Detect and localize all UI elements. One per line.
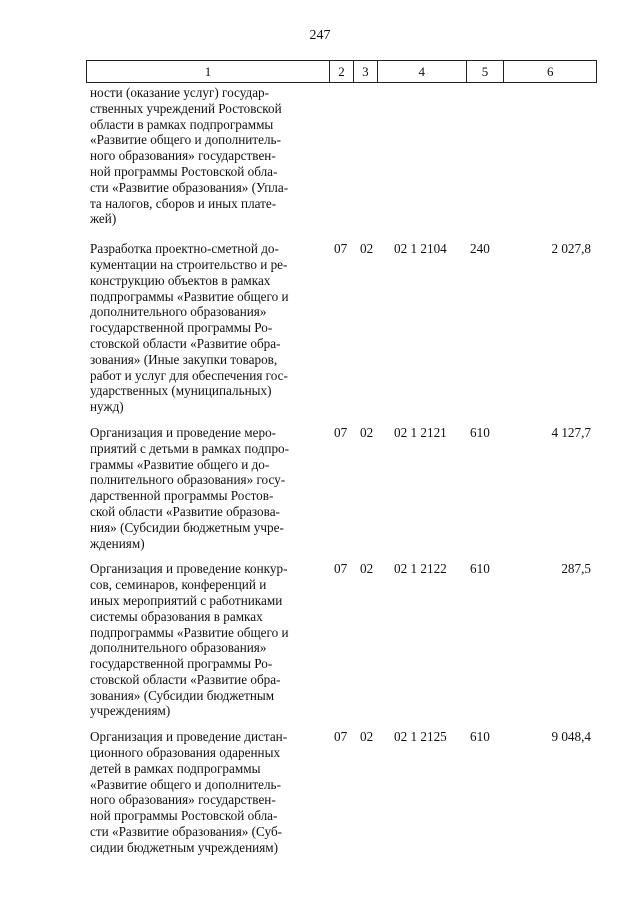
header-col-2: 2 — [330, 61, 354, 82]
row-amount: 9 048,4 — [551, 729, 591, 745]
row-section: 07 — [334, 561, 348, 577]
header-col-4: 4 — [378, 61, 467, 82]
row-expense-type: 240 — [470, 241, 490, 257]
header-col-6: 6 — [546, 63, 554, 79]
table-row — [90, 425, 595, 551]
row-subsection: 02 — [360, 241, 374, 257]
row-amount: 287,5 — [561, 561, 591, 577]
row-section: 07 — [334, 241, 348, 257]
table-body — [90, 85, 595, 856]
table-row — [90, 85, 595, 227]
table-row — [90, 241, 595, 415]
row-description: Разработка проектно-сметной до- кументации на строительство и ре- конструкцию объектов в рамках подпрограммы «Развитие общего и дополнительного образования» государственной программы Ро- стовской области «Развитие обра- зования» (Иные закупки товаров, работ и услуг для обеспечения гос- ударственных (муниципальных) нужд) — [90, 241, 289, 415]
row-description: Организация и проведение дистан- ционного образования одаренных детей в рамках подпрограммы «Развитие общего и дополнитель- ного образования» государствен- ной программы Ростовской обла- сти «Развитие образования» (Суб- сидии бюджетным учреждениям) — [90, 729, 288, 855]
header-col-5: 5 — [467, 61, 505, 82]
row-section: 07 — [334, 729, 348, 745]
row-amount: 2 027,8 — [551, 241, 591, 257]
row-target-article: 02 1 2125 — [394, 729, 447, 745]
row-subsection: 02 — [360, 424, 374, 440]
row-description: Организация и проведение меро- приятий с детьми в рамках подпро- граммы «Развитие общего и до- полнительного образования» госу- дарственной программы Ростов- ской области «Развитие образова- ния» (Субсидии бюджетным учре- ждениям) — [90, 424, 290, 551]
table-header — [86, 60, 597, 83]
row-target-article: 02 1 2121 — [394, 424, 447, 440]
row-subsection: 02 — [360, 561, 374, 577]
row-amount: 4 127,7 — [551, 424, 591, 440]
header-col-1: 1 — [87, 61, 330, 82]
row-section: 07 — [334, 424, 348, 440]
header-col-3: 3 — [354, 61, 378, 82]
row-expense-type: 610 — [470, 561, 490, 577]
page-number: 247 — [309, 28, 331, 43]
row-subsection: 02 — [360, 729, 374, 745]
row-expense-type: 610 — [470, 729, 490, 745]
row-description: Организация и проведение конкур- сов, семинаров, конференций и иных мероприятий с работниками системы образования в рамках подпрограммы «Развитие общего и дополнительного образования» государственной программы Ро- стовской области «Развитие обра- зования» (Субсидии бюджетным учреждениям) — [90, 561, 289, 719]
row-target-article: 02 1 2104 — [394, 241, 447, 257]
row-expense-type: 610 — [470, 424, 490, 440]
row-target-article: 02 1 2122 — [394, 561, 447, 577]
table-row — [90, 729, 595, 855]
row-description: ности (оказание услуг) государ- ственных учреждений Ростовской области в рамках подпрограммы «Развитие общего и дополнитель- ного образования» государствен- ной программы Ростовской обла- сти «Развитие образования» (Упла- та налогов, сборов и иных плате- жей) — [90, 85, 289, 227]
table-row — [90, 561, 595, 719]
